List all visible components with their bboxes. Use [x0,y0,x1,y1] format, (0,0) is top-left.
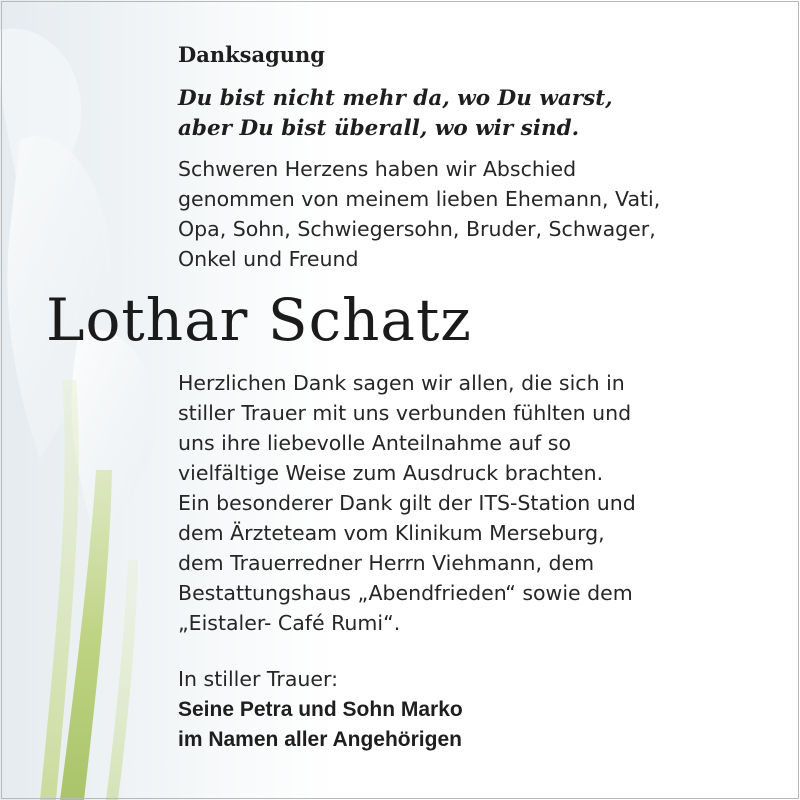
signature-line: im Namen aller Angehörigen [178,728,462,751]
intro-line: Opa, Sohn, Schwiegersohn, Bruder, Schwager, [178,217,656,241]
thanks-text [178,368,636,638]
thanks-line: Ein besonderer Dank gilt der ITS-Station und [178,491,636,515]
thanks-line: uns ihre liebevolle Anteilnahme auf so [178,431,572,455]
signature-block [178,695,463,755]
quote [178,84,613,144]
thanks-line: Bestattungshaus „Abendfrieden“ sowie dem [178,581,633,605]
thanks-line: Herzlichen Dank sagen wir allen, die sich in [178,371,625,395]
intro-text [178,154,660,274]
intro-line: Schweren Herzens haben wir Abschied [178,157,577,181]
thanks-line: dem Ärzteteam vom Klinikum Merseburg, [178,521,605,545]
quote-line: Du bist nicht mehr da, wo Du warst, [178,86,613,111]
thanks-line: dem Trauerredner Herrn Viehmann, dem [178,551,595,575]
thanks-line: vielfältige Weise zum Ausdruck brachten. [178,461,604,485]
thanks-line: stiller Trauer mit uns verbunden fühlten und [178,401,632,425]
mourning-label: In stiller Trauer: [178,667,338,691]
intro-line: genommen von meinem lieben Ehemann, Vati, [178,187,661,211]
heading: Danksagung [178,42,325,67]
quote-line: aber Du bist überall, wo wir sind. [178,116,580,141]
signature-line: Seine Petra und Sohn Marko [178,698,463,721]
intro-line: Onkel und Freund [178,247,359,271]
thanks-line: „Eistaler- Café Rumi“. [178,611,401,635]
deceased-name: Lothar Schatz [46,286,472,354]
calla-lily-flower-image [0,0,200,800]
